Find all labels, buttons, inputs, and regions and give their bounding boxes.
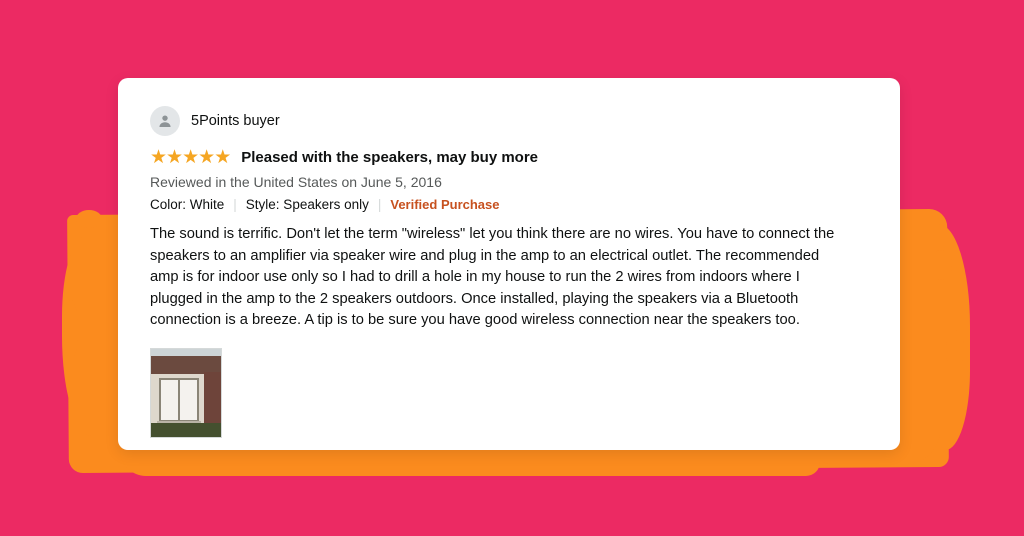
star-rating[interactable] (150, 148, 230, 167)
brush-speck (76, 210, 102, 228)
star-icon: ★ (198, 147, 215, 168)
attribute-style[interactable]: Style: Speakers only (245, 197, 369, 212)
star-icon: ★ (182, 147, 199, 168)
review-title-row (150, 148, 866, 167)
review-card (118, 78, 900, 450)
photo-door-divider (178, 378, 180, 422)
review-date: Reviewed in the United States on June 5, 2016 (150, 174, 442, 190)
review-attributes (150, 197, 866, 212)
photo-brick (204, 372, 221, 423)
review-body-text: The sound is terrific. Don't let the term "wireless" let you think there are no wires. You have to connect the speakers to an amplifier via speaker wire and plug in the amp to an electrical outlet. The recommended amp is for indoor use only so I had to drill a hole in my house to run the 2 wires from indoors where I plugged in the amp to the 2 speakers outdoors. Once installed, playing the speakers via a Bluetooth connection is a breeze. A tip is to be sure you have good wireless connection near the speakers too. (150, 226, 835, 329)
reviewer-row (150, 106, 866, 136)
attribute-separator: | (377, 197, 382, 212)
brush-speck (930, 250, 952, 280)
review-photo-thumbnail[interactable] (150, 348, 222, 438)
attribute-separator: | (233, 197, 237, 212)
verified-purchase-badge: Verified Purchase (390, 197, 500, 212)
star-icon: ★ (150, 147, 167, 168)
star-icon: ★ (214, 147, 231, 168)
review-title[interactable]: Pleased with the speakers, may buy more (241, 149, 539, 166)
brush-speck (64, 300, 78, 360)
brush-speck (946, 330, 964, 370)
reviewer-name[interactable]: 5Points buyer (191, 113, 280, 129)
star-icon: ★ (166, 147, 183, 168)
photo-ground (151, 423, 221, 437)
attribute-color[interactable]: Color: White (150, 197, 225, 212)
user-avatar-icon (150, 106, 180, 136)
